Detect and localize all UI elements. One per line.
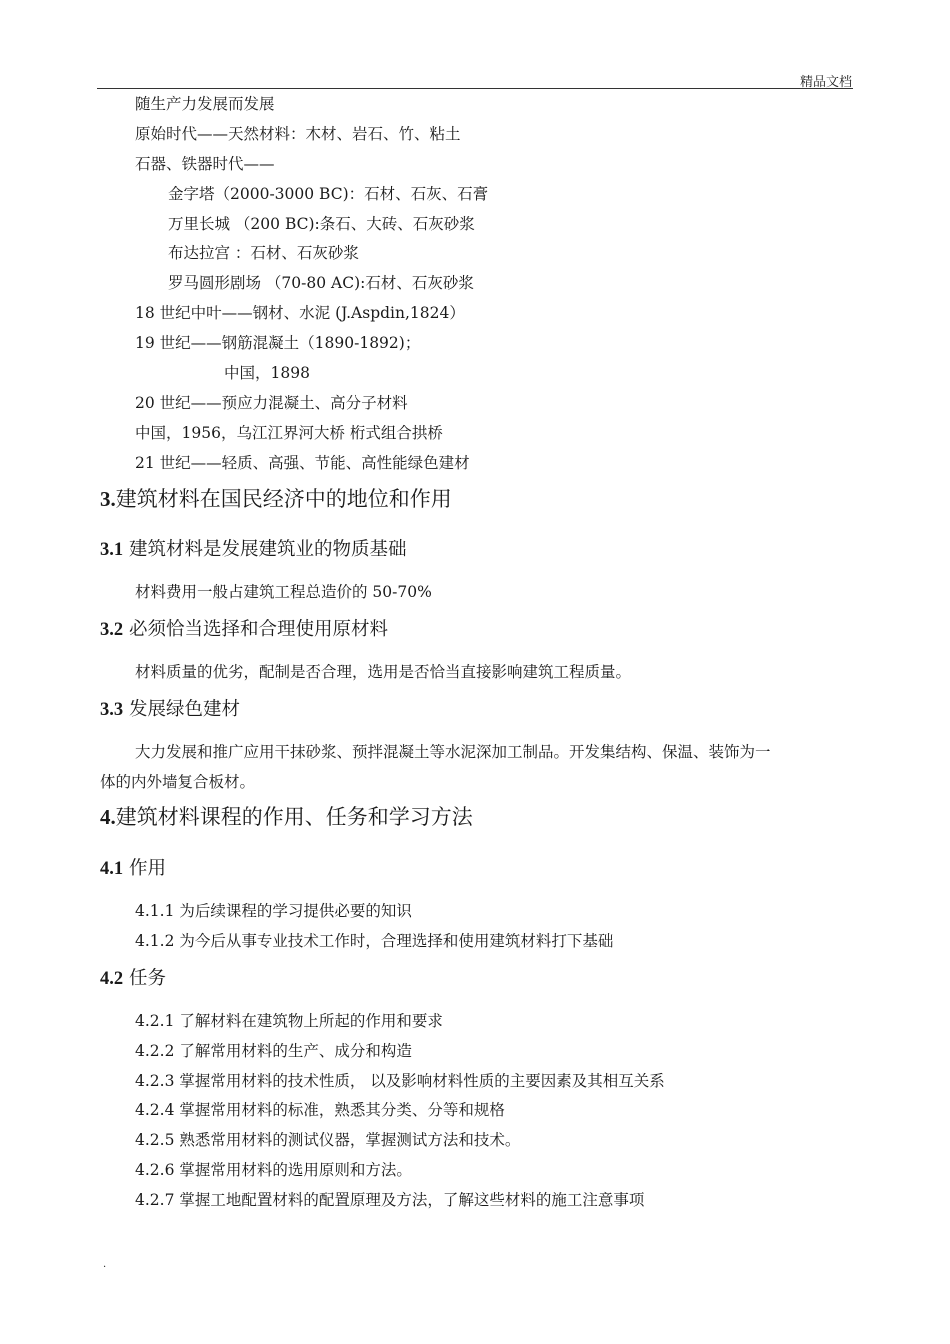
section-4-heading [100, 807, 473, 828]
subsection-title: 作用 [123, 858, 167, 879]
history-line: 金字塔（2000-3000 BC)：石材、石灰、石膏 [168, 185, 489, 203]
history-line: 原始时代——天然材料：木材、岩石、竹、粘土 [135, 125, 461, 143]
history-line: 中国，1898 [224, 364, 310, 382]
list-item: 4.1.2 为今后从事专业技术工作时，合理选择和使用建筑材料打下基础 [135, 932, 614, 950]
history-line: 布达拉宫 ：石材、石灰砂浆 [168, 244, 359, 262]
subsection-number: 4.1 [100, 859, 124, 879]
section-title: 建筑材料在国民经济中的地位和作用 [115, 487, 452, 511]
history-line: 万里长城 （200 BC):条石、大砖、石灰砂浆 [168, 215, 475, 233]
paragraph: 材料质量的优劣，配制是否合理，选用是否恰当直接影响建筑工程质量。 [135, 663, 632, 681]
list-item: 4.2.3 掌握常用材料的技术性质， 以及影响材料性质的主要因素及其相互关系 [135, 1072, 665, 1090]
list-item: 4.2.1 了解材料在建筑物上所起的作用和要求 [135, 1012, 443, 1030]
header-rule [97, 88, 853, 89]
history-line: 石器、铁器时代—— [135, 155, 275, 173]
history-line: 18 世纪中叶——钢材、水泥 (J.Aspdin,1824） [135, 304, 465, 322]
section-3-heading [100, 489, 452, 510]
list-item: 4.1.1 为后续课程的学习提供必要的知识 [135, 902, 412, 920]
section-3-2-heading [100, 621, 388, 640]
history-line: 21 世纪——轻质、高强、节能、高性能绿色建材 [135, 454, 470, 472]
section-title: 建筑材料课程的作用、任务和学习方法 [115, 805, 473, 829]
section-3-1-heading [100, 541, 407, 560]
subsection-title: 必须恰当选择和合理使用原材料 [123, 619, 389, 640]
section-4-2-heading [100, 970, 166, 989]
history-line: 中国，1956，乌江江界河大桥 桁式组合拱桥 [135, 424, 443, 442]
list-item: 4.2.4 掌握常用材料的标准，熟悉其分类、分等和规格 [135, 1101, 505, 1119]
history-line: 20 世纪——预应力混凝土、高分子材料 [135, 394, 408, 412]
section-4-1-heading [100, 860, 166, 879]
history-line: 随生产力发展而发展 [135, 95, 275, 113]
list-item: 4.2.2 了解常用材料的生产、成分和构造 [135, 1042, 412, 1060]
list-item: 4.2.7 掌握工地配置材料的配置原理及方法，了解这些材料的施工注意事项 [135, 1191, 645, 1209]
subsection-number: 3.3 [100, 700, 124, 720]
list-item: 4.2.5 熟悉常用材料的测试仪器，掌握测试方法和技术。 [135, 1131, 521, 1149]
section-number: 4. [100, 805, 116, 829]
paragraph: 材料费用一般占建筑工程总造价的 50-70% [135, 583, 432, 601]
subsection-number: 3.1 [100, 540, 124, 560]
history-line: 19 世纪——钢筋混凝土（1890-1892)； [135, 334, 421, 352]
header-label: 精品文档 [799, 75, 852, 90]
subsection-number: 3.2 [100, 620, 124, 640]
subsection-title: 建筑材料是发展建筑业的物质基础 [123, 539, 407, 560]
subsection-title: 任务 [123, 968, 167, 989]
history-line: 罗马圆形剧场 （70-80 AC):石材、石灰砂浆 [168, 274, 474, 292]
paragraph: 体的内外墙复合板材。 [100, 773, 256, 791]
section-3-3-heading [100, 701, 240, 720]
subsection-title: 发展绿色建材 [123, 699, 241, 720]
paragraph: 大力发展和推广应用干抹砂浆、预拌混凝土等水泥深加工制品。开发集结构、保温、装饰为一 [135, 743, 771, 761]
section-number: 3. [100, 487, 116, 511]
list-item: 4.2.6 掌握常用材料的选用原则和方法。 [135, 1161, 412, 1179]
footer-mark: . [103, 1259, 107, 1270]
subsection-number: 4.2 [100, 969, 124, 989]
